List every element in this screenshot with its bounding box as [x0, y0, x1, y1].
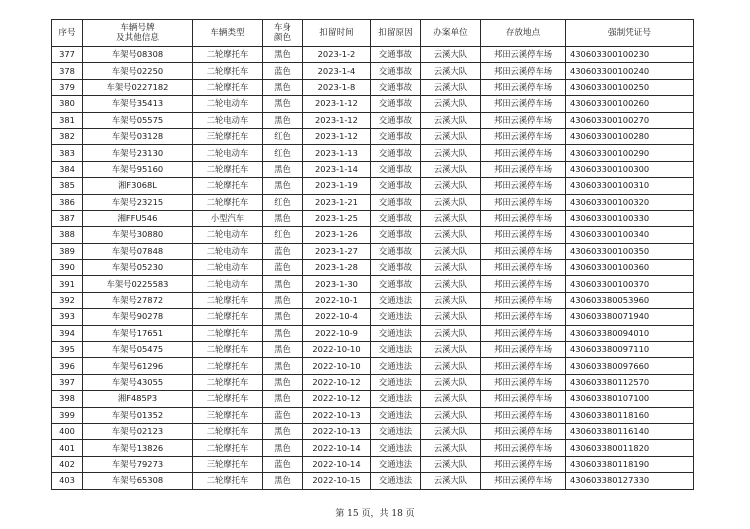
cell-col-plate: 湘F485P3 [83, 391, 193, 407]
cell-col-time: 2023-1-26 [303, 227, 371, 243]
cell-col-reason: 交通违法 [371, 407, 421, 423]
cell-col-location: 邦田云溪停车场 [481, 342, 566, 358]
cell-col-reason: 交通违法 [371, 358, 421, 374]
table-row [52, 260, 694, 276]
cell-col-certificate: 430603300100270 [566, 112, 694, 128]
table-row [52, 145, 694, 161]
cell-col-time: 2022-10-10 [303, 358, 371, 374]
cell-col-unit: 云溪大队 [421, 243, 481, 259]
cell-col-plate: 车架号03128 [83, 128, 193, 144]
cell-col-reason: 交通事故 [371, 276, 421, 292]
cell-col-location: 邦田云溪停车场 [481, 178, 566, 194]
cell-col-certificate: 430603300100360 [566, 260, 694, 276]
cell-col-type: 三轮摩托车 [193, 407, 263, 423]
cell-col-unit: 云溪大队 [421, 194, 481, 210]
cell-col-reason: 交通违法 [371, 440, 421, 456]
cell-col-certificate: 430603300100340 [566, 227, 694, 243]
table-row [52, 161, 694, 177]
table-row [52, 63, 694, 79]
cell-col-index: 392 [52, 292, 83, 308]
cell-col-certificate: 430603380112570 [566, 374, 694, 390]
table-row [52, 374, 694, 390]
cell-col-index: 381 [52, 112, 83, 128]
cell-col-certificate: 430603300100290 [566, 145, 694, 161]
cell-col-unit: 云溪大队 [421, 47, 481, 63]
cell-col-index: 400 [52, 423, 83, 439]
cell-col-plate: 车架号08308 [83, 47, 193, 63]
table-row [52, 358, 694, 374]
header-col-index: 序号 [52, 20, 83, 47]
cell-col-time: 2022-10-15 [303, 473, 371, 489]
cell-col-color: 黑色 [263, 440, 303, 456]
cell-col-certificate: 430603300100250 [566, 79, 694, 95]
cell-col-reason: 交通违法 [371, 423, 421, 439]
cell-col-reason: 交通事故 [371, 243, 421, 259]
table-row [52, 391, 694, 407]
cell-col-certificate: 430603380071940 [566, 309, 694, 325]
cell-col-time: 2023-1-12 [303, 96, 371, 112]
cell-col-type: 二轮摩托车 [193, 391, 263, 407]
cell-col-reason: 交通事故 [371, 128, 421, 144]
cell-col-unit: 云溪大队 [421, 210, 481, 226]
cell-col-reason: 交通违法 [371, 473, 421, 489]
cell-col-reason: 交通事故 [371, 112, 421, 128]
cell-col-time: 2023-1-25 [303, 210, 371, 226]
table-row [52, 342, 694, 358]
cell-col-color: 黑色 [263, 79, 303, 95]
cell-col-time: 2023-1-14 [303, 161, 371, 177]
cell-col-index: 385 [52, 178, 83, 194]
cell-col-time: 2023-1-19 [303, 178, 371, 194]
header-row [52, 20, 694, 47]
cell-col-type: 小型汽车 [193, 210, 263, 226]
cell-col-reason: 交通事故 [371, 63, 421, 79]
cell-col-type: 二轮电动车 [193, 260, 263, 276]
table-row [52, 440, 694, 456]
cell-col-unit: 云溪大队 [421, 112, 481, 128]
cell-col-time: 2022-10-14 [303, 456, 371, 472]
cell-col-location: 邦田云溪停车场 [481, 456, 566, 472]
cell-col-location: 邦田云溪停车场 [481, 243, 566, 259]
table-row [52, 112, 694, 128]
cell-col-index: 379 [52, 79, 83, 95]
table-row [52, 407, 694, 423]
table-row [52, 423, 694, 439]
cell-col-type: 三轮摩托车 [193, 456, 263, 472]
cell-col-reason: 交通事故 [371, 79, 421, 95]
table-row [52, 47, 694, 63]
table-row [52, 210, 694, 226]
cell-col-time: 2023-1-2 [303, 47, 371, 63]
cell-col-color: 蓝色 [263, 243, 303, 259]
cell-col-certificate: 430603380097110 [566, 342, 694, 358]
cell-col-index: 397 [52, 374, 83, 390]
cell-col-time: 2022-10-12 [303, 374, 371, 390]
cell-col-type: 二轮电动车 [193, 227, 263, 243]
cell-col-certificate: 430603380094010 [566, 325, 694, 341]
cell-col-index: 386 [52, 194, 83, 210]
cell-col-time: 2022-10-13 [303, 407, 371, 423]
cell-col-plate: 车架号0227182 [83, 79, 193, 95]
cell-col-plate: 车架号01352 [83, 407, 193, 423]
cell-col-time: 2023-1-12 [303, 112, 371, 128]
cell-col-unit: 云溪大队 [421, 292, 481, 308]
cell-col-index: 391 [52, 276, 83, 292]
cell-col-color: 红色 [263, 194, 303, 210]
cell-col-plate: 车架号61296 [83, 358, 193, 374]
cell-col-type: 二轮摩托车 [193, 292, 263, 308]
cell-col-color: 红色 [263, 128, 303, 144]
cell-col-color: 黑色 [263, 161, 303, 177]
cell-col-color: 红色 [263, 145, 303, 161]
cell-col-reason: 交通事故 [371, 210, 421, 226]
cell-col-type: 二轮电动车 [193, 112, 263, 128]
cell-col-reason: 交通违法 [371, 292, 421, 308]
cell-col-color: 黑色 [263, 374, 303, 390]
cell-col-certificate: 430603380097660 [566, 358, 694, 374]
cell-col-unit: 云溪大队 [421, 391, 481, 407]
cell-col-color: 黑色 [263, 47, 303, 63]
cell-col-plate: 车架号02123 [83, 423, 193, 439]
vehicle-detention-table-container [51, 19, 693, 490]
cell-col-plate: 车架号05475 [83, 342, 193, 358]
cell-col-unit: 云溪大队 [421, 178, 481, 194]
cell-col-type: 二轮摩托车 [193, 178, 263, 194]
header-col-plate: 车辆号牌 及其他信息 [83, 20, 193, 47]
cell-col-color: 蓝色 [263, 456, 303, 472]
cell-col-plate: 车架号05230 [83, 260, 193, 276]
cell-col-index: 398 [52, 391, 83, 407]
cell-col-time: 2023-1-21 [303, 194, 371, 210]
header-col-time: 扣留时间 [303, 20, 371, 47]
cell-col-plate: 车架号65308 [83, 473, 193, 489]
table-row [52, 456, 694, 472]
cell-col-index: 384 [52, 161, 83, 177]
header-col-certificate: 强制凭证号 [566, 20, 694, 47]
cell-col-certificate: 430603380107100 [566, 391, 694, 407]
cell-col-location: 邦田云溪停车场 [481, 194, 566, 210]
cell-col-plate: 车架号17651 [83, 325, 193, 341]
cell-col-index: 380 [52, 96, 83, 112]
cell-col-time: 2022-10-14 [303, 440, 371, 456]
cell-col-plate: 车架号90278 [83, 309, 193, 325]
cell-col-time: 2023-1-13 [303, 145, 371, 161]
cell-col-type: 二轮摩托车 [193, 309, 263, 325]
cell-col-index: 377 [52, 47, 83, 63]
cell-col-index: 387 [52, 210, 83, 226]
cell-col-color: 黑色 [263, 473, 303, 489]
cell-col-location: 邦田云溪停车场 [481, 260, 566, 276]
cell-col-location: 邦田云溪停车场 [481, 79, 566, 95]
table-row [52, 96, 694, 112]
cell-col-certificate: 430603380118190 [566, 456, 694, 472]
cell-col-location: 邦田云溪停车场 [481, 227, 566, 243]
header-col-reason: 扣留原因 [371, 20, 421, 47]
cell-col-unit: 云溪大队 [421, 325, 481, 341]
cell-col-time: 2023-1-27 [303, 243, 371, 259]
cell-col-index: 403 [52, 473, 83, 489]
cell-col-certificate: 430603380116140 [566, 423, 694, 439]
cell-col-certificate: 430603300100370 [566, 276, 694, 292]
cell-col-type: 三轮摩托车 [193, 128, 263, 144]
cell-col-certificate: 430603300100330 [566, 210, 694, 226]
cell-col-time: 2022-10-10 [303, 342, 371, 358]
cell-col-unit: 云溪大队 [421, 79, 481, 95]
cell-col-certificate: 430603380011820 [566, 440, 694, 456]
cell-col-reason: 交通事故 [371, 227, 421, 243]
cell-col-color: 黑色 [263, 358, 303, 374]
cell-col-unit: 云溪大队 [421, 96, 481, 112]
cell-col-unit: 云溪大队 [421, 309, 481, 325]
table-row [52, 325, 694, 341]
table-row [52, 473, 694, 489]
cell-col-certificate: 430603300100320 [566, 194, 694, 210]
cell-col-time: 2022-10-12 [303, 391, 371, 407]
cell-col-time: 2023-1-4 [303, 63, 371, 79]
table-row [52, 178, 694, 194]
cell-col-unit: 云溪大队 [421, 161, 481, 177]
cell-col-location: 邦田云溪停车场 [481, 96, 566, 112]
header-col-type: 车辆类型 [193, 20, 263, 47]
cell-col-location: 邦田云溪停车场 [481, 161, 566, 177]
cell-col-unit: 云溪大队 [421, 63, 481, 79]
cell-col-time: 2023-1-12 [303, 128, 371, 144]
cell-col-location: 邦田云溪停车场 [481, 440, 566, 456]
cell-col-index: 395 [52, 342, 83, 358]
table-row [52, 79, 694, 95]
cell-col-color: 黑色 [263, 276, 303, 292]
cell-col-type: 二轮电动车 [193, 243, 263, 259]
page-footer: 第 15 页，共 18 页 [335, 509, 415, 519]
cell-col-reason: 交通违法 [371, 374, 421, 390]
cell-col-location: 邦田云溪停车场 [481, 292, 566, 308]
table-header [52, 20, 694, 47]
cell-col-type: 二轮摩托车 [193, 440, 263, 456]
cell-col-color: 蓝色 [263, 407, 303, 423]
cell-col-index: 393 [52, 309, 83, 325]
cell-col-location: 邦田云溪停车场 [481, 325, 566, 341]
cell-col-location: 邦田云溪停车场 [481, 63, 566, 79]
cell-col-certificate: 430603300100240 [566, 63, 694, 79]
cell-col-color: 黑色 [263, 292, 303, 308]
cell-col-reason: 交通违法 [371, 342, 421, 358]
table-row [52, 243, 694, 259]
cell-col-plate: 车架号13826 [83, 440, 193, 456]
cell-col-certificate: 430603300100300 [566, 161, 694, 177]
table-row [52, 227, 694, 243]
cell-col-location: 邦田云溪停车场 [481, 407, 566, 423]
cell-col-type: 二轮电动车 [193, 145, 263, 161]
cell-col-color: 蓝色 [263, 260, 303, 276]
cell-col-location: 邦田云溪停车场 [481, 423, 566, 439]
cell-col-unit: 云溪大队 [421, 407, 481, 423]
cell-col-type: 二轮摩托车 [193, 374, 263, 390]
cell-col-time: 2023-1-28 [303, 260, 371, 276]
cell-col-type: 二轮摩托车 [193, 325, 263, 341]
cell-col-reason: 交通事故 [371, 145, 421, 161]
cell-col-color: 蓝色 [263, 63, 303, 79]
cell-col-plate: 车架号02250 [83, 63, 193, 79]
cell-col-index: 389 [52, 243, 83, 259]
cell-col-color: 黑色 [263, 342, 303, 358]
table-row [52, 276, 694, 292]
cell-col-unit: 云溪大队 [421, 145, 481, 161]
cell-col-time: 2022-10-1 [303, 292, 371, 308]
cell-col-reason: 交通事故 [371, 161, 421, 177]
cell-col-location: 邦田云溪停车场 [481, 374, 566, 390]
cell-col-unit: 云溪大队 [421, 374, 481, 390]
cell-col-index: 402 [52, 456, 83, 472]
cell-col-type: 二轮摩托车 [193, 423, 263, 439]
cell-col-index: 401 [52, 440, 83, 456]
cell-col-plate: 车架号30880 [83, 227, 193, 243]
table-row [52, 128, 694, 144]
cell-col-type: 二轮摩托车 [193, 161, 263, 177]
cell-col-location: 邦田云溪停车场 [481, 473, 566, 489]
cell-col-index: 382 [52, 128, 83, 144]
cell-col-type: 二轮摩托车 [193, 473, 263, 489]
header-col-unit: 办案单位 [421, 20, 481, 47]
cell-col-location: 邦田云溪停车场 [481, 309, 566, 325]
cell-col-plate: 湘FFU546 [83, 210, 193, 226]
cell-col-certificate: 430603300100260 [566, 96, 694, 112]
cell-col-certificate: 430603300100230 [566, 47, 694, 63]
cell-col-unit: 云溪大队 [421, 423, 481, 439]
cell-col-type: 二轮摩托车 [193, 194, 263, 210]
cell-col-plate: 车架号95160 [83, 161, 193, 177]
cell-col-reason: 交通事故 [371, 194, 421, 210]
cell-col-reason: 交通违法 [371, 456, 421, 472]
cell-col-index: 378 [52, 63, 83, 79]
cell-col-location: 邦田云溪停车场 [481, 391, 566, 407]
cell-col-time: 2022-10-13 [303, 423, 371, 439]
cell-col-unit: 云溪大队 [421, 440, 481, 456]
cell-col-color: 黑色 [263, 210, 303, 226]
cell-col-type: 二轮摩托车 [193, 79, 263, 95]
cell-col-color: 黑色 [263, 178, 303, 194]
cell-col-color: 黑色 [263, 96, 303, 112]
cell-col-time: 2023-1-8 [303, 79, 371, 95]
cell-col-location: 邦田云溪停车场 [481, 276, 566, 292]
header-col-location: 存放地点 [481, 20, 566, 47]
cell-col-unit: 云溪大队 [421, 260, 481, 276]
cell-col-plate: 湘F3068L [83, 178, 193, 194]
cell-col-certificate: 430603300100310 [566, 178, 694, 194]
cell-col-location: 邦田云溪停车场 [481, 145, 566, 161]
cell-col-index: 399 [52, 407, 83, 423]
cell-col-reason: 交通违法 [371, 309, 421, 325]
cell-col-unit: 云溪大队 [421, 276, 481, 292]
cell-col-unit: 云溪大队 [421, 342, 481, 358]
cell-col-color: 黑色 [263, 112, 303, 128]
cell-col-reason: 交通事故 [371, 47, 421, 63]
cell-col-plate: 车架号23215 [83, 194, 193, 210]
cell-col-plate: 车架号27872 [83, 292, 193, 308]
cell-col-reason: 交通违法 [371, 391, 421, 407]
cell-col-color: 黑色 [263, 391, 303, 407]
cell-col-location: 邦田云溪停车场 [481, 112, 566, 128]
cell-col-time: 2022-10-4 [303, 309, 371, 325]
cell-col-plate: 车架号35413 [83, 96, 193, 112]
cell-col-location: 邦田云溪停车场 [481, 47, 566, 63]
cell-col-plate: 车架号79273 [83, 456, 193, 472]
table-row [52, 194, 694, 210]
cell-col-color: 黑色 [263, 325, 303, 341]
cell-col-plate: 车架号0225583 [83, 276, 193, 292]
cell-col-plate: 车架号07848 [83, 243, 193, 259]
cell-col-certificate: 430603380053960 [566, 292, 694, 308]
cell-col-index: 396 [52, 358, 83, 374]
cell-col-type: 二轮摩托车 [193, 47, 263, 63]
cell-col-color: 黑色 [263, 309, 303, 325]
cell-col-reason: 交通事故 [371, 96, 421, 112]
cell-col-plate: 车架号05575 [83, 112, 193, 128]
cell-col-plate: 车架号23130 [83, 145, 193, 161]
cell-col-plate: 车架号43055 [83, 374, 193, 390]
cell-col-certificate: 430603380127330 [566, 473, 694, 489]
cell-col-time: 2022-10-9 [303, 325, 371, 341]
cell-col-unit: 云溪大队 [421, 128, 481, 144]
cell-col-certificate: 430603380118160 [566, 407, 694, 423]
cell-col-time: 2023-1-30 [303, 276, 371, 292]
cell-col-reason: 交通违法 [371, 325, 421, 341]
cell-col-index: 383 [52, 145, 83, 161]
header-col-color: 车身 颜色 [263, 20, 303, 47]
cell-col-reason: 交通事故 [371, 178, 421, 194]
cell-col-location: 邦田云溪停车场 [481, 128, 566, 144]
cell-col-type: 二轮电动车 [193, 96, 263, 112]
cell-col-color: 黑色 [263, 423, 303, 439]
cell-col-type: 二轮摩托车 [193, 358, 263, 374]
cell-col-certificate: 430603300100280 [566, 128, 694, 144]
cell-col-unit: 云溪大队 [421, 358, 481, 374]
cell-col-index: 388 [52, 227, 83, 243]
cell-col-reason: 交通事故 [371, 260, 421, 276]
cell-col-color: 红色 [263, 227, 303, 243]
cell-col-type: 二轮摩托车 [193, 63, 263, 79]
cell-col-index: 390 [52, 260, 83, 276]
table-row [52, 309, 694, 325]
cell-col-unit: 云溪大队 [421, 456, 481, 472]
vehicle-detention-table [51, 19, 694, 490]
cell-col-certificate: 430603300100350 [566, 243, 694, 259]
cell-col-type: 二轮摩托车 [193, 342, 263, 358]
cell-col-unit: 云溪大队 [421, 227, 481, 243]
cell-col-location: 邦田云溪停车场 [481, 358, 566, 374]
cell-col-index: 394 [52, 325, 83, 341]
table-body [52, 47, 694, 490]
cell-col-location: 邦田云溪停车场 [481, 210, 566, 226]
cell-col-type: 二轮电动车 [193, 276, 263, 292]
cell-col-unit: 云溪大队 [421, 473, 481, 489]
table-row [52, 292, 694, 308]
